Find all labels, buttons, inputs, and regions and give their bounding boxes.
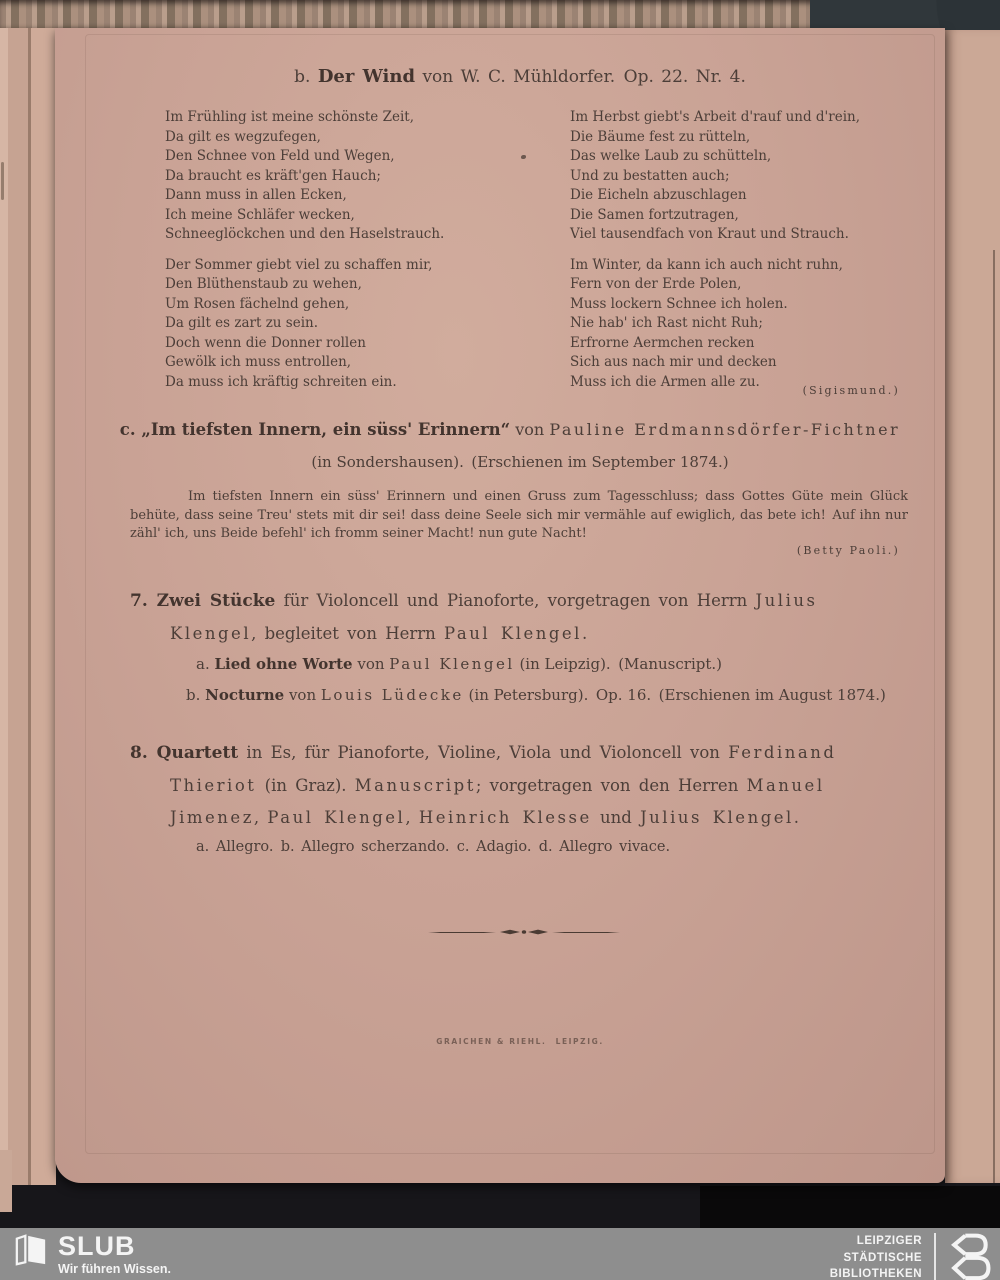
text-segment: (in Petersburg). Op. 16. (Erschienen im August 1874.) [463, 686, 886, 704]
poem-line: Sich aus nach mir und decken [570, 354, 777, 370]
text-segment: b. [294, 67, 318, 87]
work-c-attribution: (Betty Paoli.) [796, 544, 900, 557]
slub-tagline: Wir führen Wissen. [58, 1262, 171, 1276]
poem-stanza [570, 108, 860, 245]
text-segment: (in Leipzig). (Manuscript.) [514, 655, 722, 673]
library-branding-bar [0, 1228, 1000, 1280]
scan-background-bottom [700, 1186, 1000, 1230]
text-segment: und [591, 808, 641, 827]
divider-rule-left [428, 932, 496, 933]
poem-line: Der Sommer giebt viel zu schaffen mir, [165, 256, 433, 273]
printer-imprint: GRAICHEN & RIEHL. LEIPZIG. [436, 1037, 604, 1046]
slub-open-book-icon [14, 1232, 48, 1268]
slub-logo-block [14, 1232, 171, 1276]
poem-line: Die Samen fortzutragen, [570, 206, 739, 223]
section-line [130, 585, 915, 618]
adjacent-page-edge [945, 30, 1000, 1183]
poem-line: Ich meine Schläfer wecken, [165, 206, 355, 223]
footer-divider-line [934, 1233, 936, 1280]
text-segment: 7. Zwei Stücke [130, 591, 276, 611]
text-segment: . [793, 808, 800, 827]
ink-speck [521, 155, 526, 159]
text-segment: c. „Im tiefsten Innern, ein süss' Erinnern“ [119, 420, 511, 439]
page-edge-mark [1, 162, 4, 200]
text-segment: Louis Lüdecke [320, 686, 464, 704]
poem-line: Den Schnee von Feld und Wegen, [165, 148, 395, 164]
poem-line: Das welke Laub zu schütteln, [570, 148, 772, 164]
text-segment: für Violoncell und Pianoforte, vorgetragen von Herrn [275, 591, 756, 610]
text-segment: (in Graz). [256, 775, 355, 795]
poem-line: Erfrorne Aermchen recken [570, 334, 755, 351]
text-segment: Manuscript [354, 775, 476, 795]
slub-wordmark: SLUB [58, 1231, 136, 1261]
library-name-line2: STÄDTISCHE [843, 1251, 922, 1264]
section-line [130, 770, 915, 803]
section-line [130, 737, 915, 770]
item-7a [196, 655, 722, 673]
text-segment: von [284, 686, 321, 704]
text-segment: , begleitet von Herrn [251, 623, 445, 643]
poem-line: Im Frühling ist meine schönste Zeit, [165, 109, 414, 125]
text-segment: Paul Klengel [389, 655, 515, 673]
text-segment: , [405, 808, 419, 827]
poem-line: Und zu bestatten auch; [570, 167, 730, 184]
text-segment: b. [186, 686, 206, 704]
poem-line: Doch wenn die Donner rollen [165, 334, 366, 351]
text-segment: Julius Klengel [640, 808, 794, 827]
item-8-movements: a. Allegro. b. Allegro scherzando. c. Adagio. d. Allegro vivace. [196, 839, 671, 855]
poem-column-right [570, 108, 860, 392]
leipzig-library-block [830, 1231, 992, 1280]
poem-line: Fern von der Erde Polen, [570, 276, 742, 292]
poem-line: Da gilt es wegzufegen, [165, 128, 321, 145]
poem-line: Den Blüthenstaub zu wehen, [165, 276, 362, 292]
text-segment: Nocturne [205, 686, 285, 704]
under-page-edge [0, 1150, 12, 1212]
poem-line: Viel tausendfach von Kraut und Strauch. [570, 226, 849, 242]
library-name-line1: LEIPZIGER [856, 1235, 922, 1247]
poem-line: Im Herbst giebt's Arbeit d'rauf und d'rein, [570, 109, 860, 125]
poem-stanza [570, 256, 860, 393]
leipzig-b-book-icon [946, 1231, 992, 1280]
programme-item-7 [130, 585, 915, 650]
poem-line: Muss ich die Armen alle zu. [570, 373, 760, 390]
diamond-ornament-icon [498, 927, 550, 937]
poem-line: Die Bäume fest zu rütteln, [570, 128, 751, 145]
library-name-line3: BIBLIOTHEKEN [829, 1268, 922, 1280]
poem-attribution: (Sigismund.) [802, 384, 900, 397]
poem-line: Die Eicheln abzuschlagen [570, 187, 747, 203]
text-segment: von [352, 655, 390, 673]
poem-line: Gewölk ich muss entrollen, [165, 354, 352, 370]
poem-line: Im Winter, da kann ich auch nicht ruhn, [570, 256, 843, 273]
poem-line: Um Rosen fächelnd gehen, [165, 295, 350, 312]
text-segment: . [581, 623, 588, 643]
text-segment: Thieriot [170, 775, 257, 795]
poem-line: Nie hab' ich Rast nicht Ruh; [570, 315, 763, 331]
poem-line: Dann muss in allen Ecken, [165, 187, 347, 203]
ornamental-divider [428, 926, 620, 938]
text-segment: in Es, für Pianoforte, Violine, Viola und Violoncell von [238, 743, 729, 762]
work-c-subheading: (in Sondershausen). (Erschienen im September 1874.) [311, 453, 729, 471]
poem-line: Schneeglöckchen und den Haselstrauch. [165, 226, 445, 242]
divider-rule-right [552, 932, 620, 933]
work-c-text: Im tiefsten Innern ein süss' Erinnern und einen Gruss zum Tagesschluss; dass Gottes Güte mein Glück behüte, dass seine Treu' stets mit dir sei! dass deine Seele sich mir vermähle auf ewiglich, das bete ich! Auf ihn nur zähl' ich, uns Beide befehl' ich fromm seiner Macht! nun gute Nacht! [130, 489, 908, 542]
text-segment: a. [196, 655, 215, 673]
text-segment: Der Wind [317, 66, 416, 87]
text-segment: 8. Quartett [130, 743, 239, 763]
text-segment: Paul Klengel [267, 808, 406, 827]
poem-stanza [165, 108, 444, 245]
book-left-page-edges [0, 28, 56, 1185]
text-segment: Ferdinand [728, 743, 837, 762]
text-segment: Lied ohne Worte [214, 655, 353, 673]
poem-column-left [165, 108, 444, 392]
text-segment: Jimenez [170, 808, 254, 827]
text-segment: ; vorgetragen von den Herren [475, 775, 747, 795]
poem-line: Da gilt es zart zu sein. [165, 315, 319, 331]
poem-line: Da muss ich kräftig schreiten ein. [165, 373, 397, 390]
poem-line: Muss lockern Schnee ich holen. [570, 295, 788, 312]
work-c-heading [110, 420, 910, 439]
poem-line: Da braucht es kräft'gen Hauch; [165, 167, 381, 184]
text-segment: Julius [755, 591, 818, 610]
text-segment: von W. C. Mühldorfer. Op. 22. Nr. 4. [415, 67, 746, 87]
programme-item-8 [130, 737, 915, 835]
section-line [130, 618, 915, 651]
text-segment: von [510, 420, 550, 439]
item-7b [186, 686, 886, 704]
work-b-heading [130, 66, 910, 87]
text-segment: Pauline Erdmannsdörfer-Fichtner [549, 420, 901, 439]
section-line [130, 802, 915, 835]
text-segment: Manuel [746, 775, 825, 795]
text-segment: Heinrich Klesse [418, 808, 592, 827]
text-segment: Klengel [170, 623, 252, 643]
poem-stanza [165, 256, 444, 393]
text-segment: , [253, 808, 268, 827]
text-segment: Paul Klengel [444, 623, 582, 643]
